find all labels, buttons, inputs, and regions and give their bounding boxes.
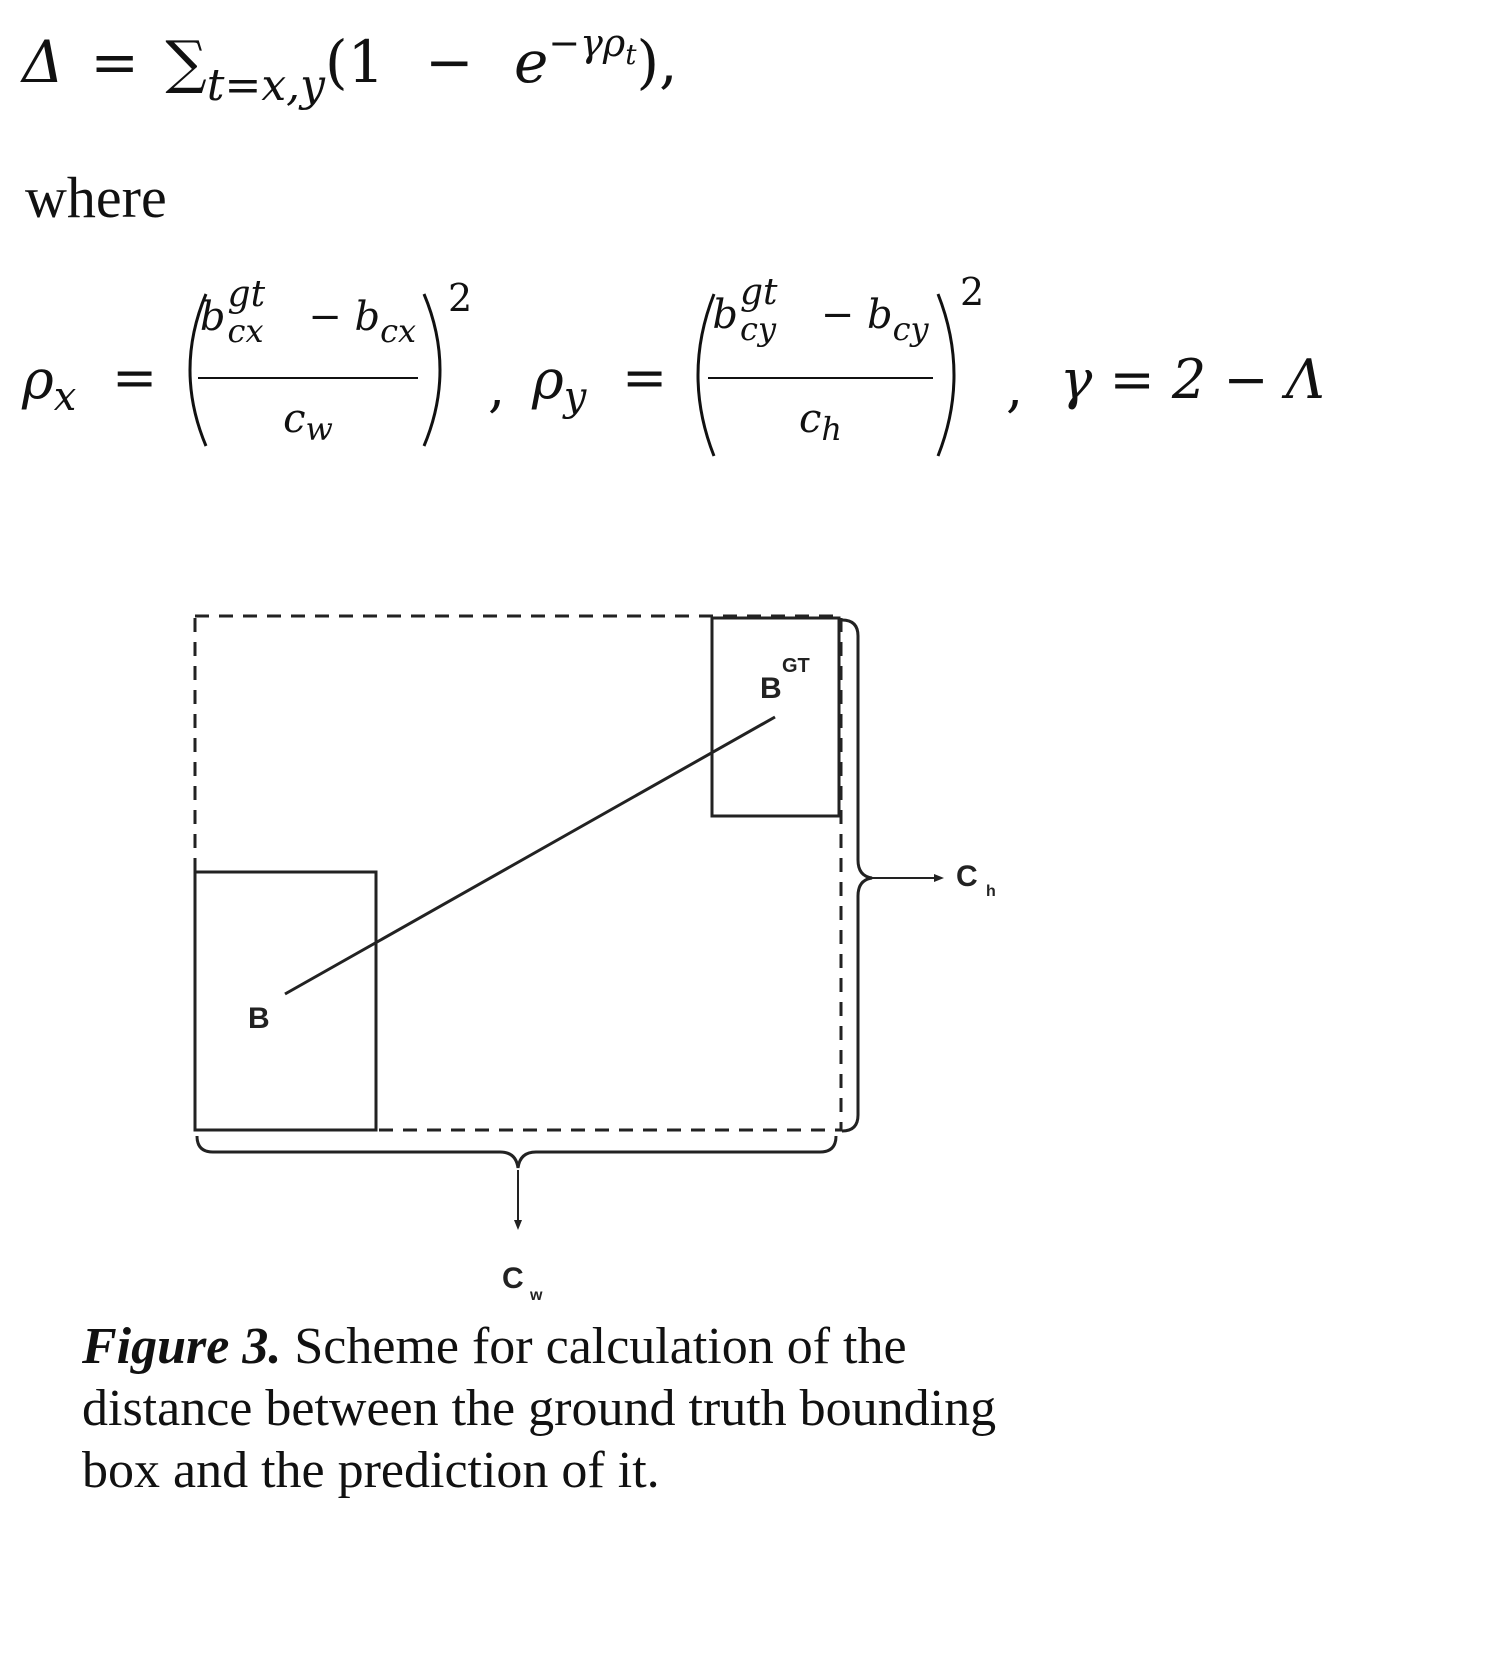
- figure-caption: [82, 1316, 996, 1502]
- frac1-den: c: [283, 396, 306, 442]
- frac2-sup: gt: [740, 272, 778, 313]
- fraction-y: [708, 260, 933, 460]
- close-term: ),: [636, 28, 678, 96]
- label-cw-sub: w: [530, 1287, 543, 1304]
- sum-subscript: t=x,y: [206, 60, 325, 111]
- width-arrowhead: [514, 1220, 522, 1230]
- label-ch-sub: h: [986, 883, 996, 900]
- rho-y-symbol: ρ: [532, 348, 564, 411]
- rho-x-subscript: x: [53, 374, 77, 420]
- frac1-b: b: [199, 294, 226, 340]
- comma-2: ,: [1006, 356, 1024, 419]
- height-arrowhead: [934, 874, 944, 882]
- frac2-minus-sub: cy: [892, 310, 929, 348]
- figure-label: Figure 3.: [82, 1318, 282, 1375]
- exponent: −γρt: [548, 21, 637, 71]
- equals-sign-2: =: [622, 346, 668, 409]
- caption-line-2: distance between the ground truth bounding: [82, 1380, 997, 1437]
- frac1-minus: − b: [308, 294, 381, 340]
- where-text: where: [25, 165, 167, 230]
- rho-x-symbol: ρ: [22, 348, 54, 411]
- label-cw: C: [502, 1262, 524, 1295]
- equation-rho: [0, 260, 1488, 490]
- frac2-minus: − b: [820, 292, 893, 338]
- fraction-x: [198, 260, 418, 460]
- caption-line-3: box and the prediction of it.: [82, 1442, 660, 1499]
- frac1-den-sub: w: [305, 410, 333, 448]
- frac2-sub: cy: [740, 310, 777, 348]
- width-brace: [197, 1136, 836, 1168]
- frac1-sub: cx: [227, 312, 264, 350]
- caption-line-1: [82, 1316, 996, 1378]
- fraction-bar-1: [198, 377, 418, 379]
- equals-sign: =: [90, 28, 139, 96]
- label-b: B: [248, 1002, 270, 1035]
- ground-truth-box: [712, 618, 839, 816]
- right-paren-2: [926, 290, 976, 460]
- predicted-box: [195, 872, 376, 1130]
- bounding-box-diagram: [0, 580, 1100, 1320]
- center-distance-line: [285, 717, 775, 994]
- frac2-den-sub: h: [821, 410, 842, 448]
- comma-1: ,: [488, 356, 506, 419]
- delta-symbol: Δ: [22, 28, 64, 96]
- open-term: (1: [325, 28, 385, 96]
- frac1-sup: gt: [227, 274, 266, 315]
- gamma-definition: γ = 2 − Λ: [1060, 348, 1325, 411]
- frac1-minus-sub: cx: [380, 312, 417, 350]
- equation-delta: [22, 21, 678, 111]
- exp-base: e: [514, 28, 549, 96]
- label-bgt-sup: GT: [782, 655, 810, 677]
- caption-text-1: Scheme for calculation of the: [281, 1318, 907, 1375]
- sum-symbol: ∑: [165, 28, 207, 96]
- equals-sign-1: =: [112, 346, 158, 409]
- frac2-den: c: [798, 396, 822, 442]
- minus-sign: −: [424, 28, 474, 96]
- label-ch: C: [956, 860, 978, 893]
- power-2: 2: [960, 270, 985, 314]
- height-brace: [842, 620, 872, 1131]
- rho-y-subscript: y: [563, 374, 587, 420]
- label-bgt: B: [760, 672, 782, 705]
- frac2-b: b: [712, 292, 739, 338]
- power-1: 2: [448, 276, 473, 320]
- fraction-bar-2: [708, 377, 933, 379]
